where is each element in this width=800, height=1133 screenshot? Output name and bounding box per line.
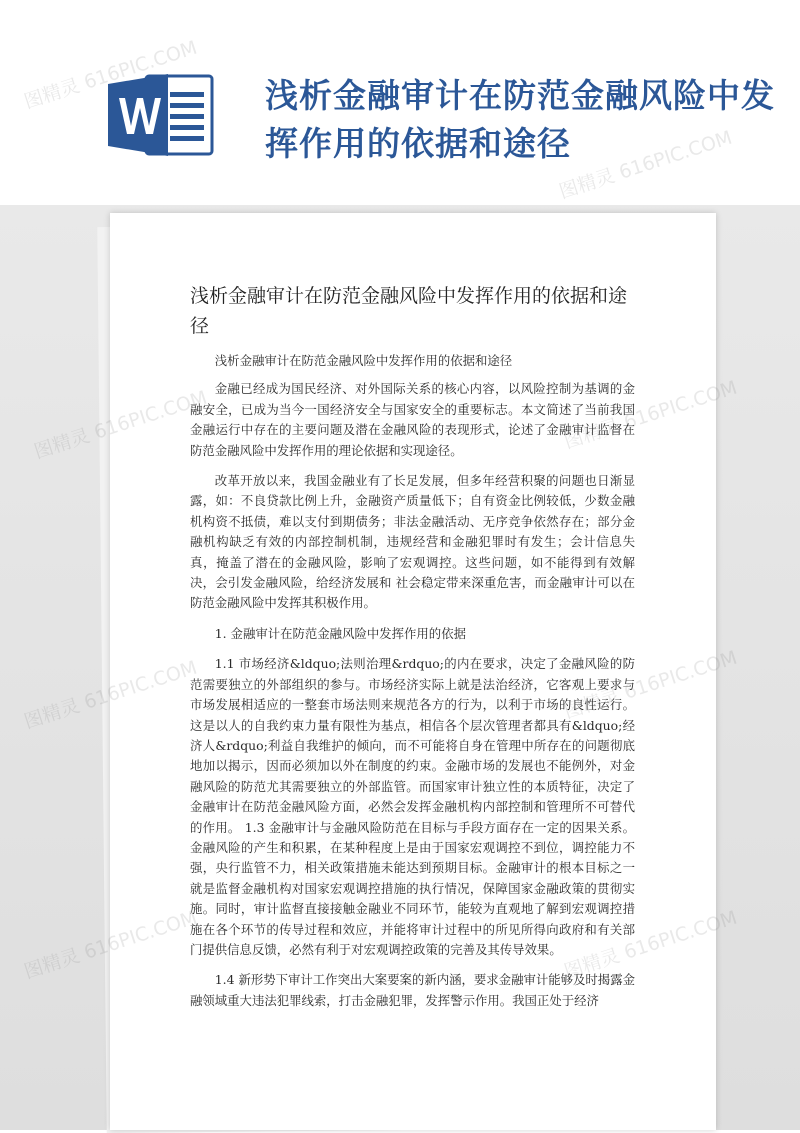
section-paragraph: 1.4 新形势下审计工作突出大案要案的新内涵，要求金融审计能够及时揭露金融领域重大违法犯罪线索，打击金融犯罪，发挥警示作用。我国正处于经济 <box>190 972 635 1008</box>
document-subtitle: 浅析金融审计在防范金融风险中发挥作用的依据和途径 <box>214 353 513 368</box>
section-heading: 1. 金融审计在防范金融风险中发挥作用的依据 <box>214 625 466 641</box>
banner-title: 浅析金融审计在防范金融风险中发挥作用的依据和途径 <box>265 76 775 163</box>
section-paragraph: 1.1 市场经济&ldquo;法则治理&rdquo;的内在要求，决定了金融风险的防范需要独立的外部组织的参与。市场经济实际上就是法治经济，它客观上要求与市场发展相适应的一整套市场法则来规范各方的行为，以利于市场的良性运行。这是以人的自我约束力量有限性为基点，相信各个层次管理者都具有&ldquo;经济人&rdquo;利益自我维护的倾向，而不可能将自身在管理中所存在的问题彻底地加以揭示，因而必须加以外在制度的约束。金融市场的发展也不能例外，对金融风险的防范尤其需要独立的外部监管。而国家审计独立性的本质特征，决定了金融审计在防范金融风险方面，必然会发挥金融机构内部控制和管理所不可替代的作用。 1.3 金融审计与金融风险防范在目标与手段方面存在一定的因果关系。金融风险的产生和积累，在某种程度上是由于国家宏观调控不到位，调控能力不强，央行监管不力，相关政策措施未能达到预期目标。金融审计的根本目标之一就是监督金融机构对国家宏观调控措施的执行情况，保障国家金融政策的贯彻实施。同时，审计监督直接接触金融业不同环节，能较为直观地了解到宏观调控措施在各个环节的传导过程和效应，并能将审计过程中的所见所得向政府和有关部门提供信息反馈，必然有利于对宏观调控政策的完善及其传导效果。 <box>190 656 635 957</box>
banner-header <box>0 0 800 205</box>
document-page <box>110 213 716 1130</box>
intro-paragraph: 改革开放以来，我国金融业有了长足发展，但多年经营积聚的问题也日渐显露，如：不良贷款比例上升，金融资产质量低下；自有资金比例较低，少数金融机构资不抵债，难以支付到期债务；非法金融活动、无序竞争依然存在；部分金融机构缺乏有效的内部控制机制，违规经营和金融犯罪时有发生；会计信息失真，掩盖了潜在的金融风险，影响了宏观调控。这些问题，如不能得到有效解决，会引发金融风险，给经济发展和 社会稳定带来深重危害，而金融审计可以在防范金融风险中发挥其积极作用。 <box>190 473 635 611</box>
document-body <box>190 351 635 1021</box>
abstract-paragraph: 金融已经成为国民经济、对外国际关系的核心内容，以风险控制为基调的金融安全，已成为当今一国经济安全与国家安全的重要标志。本文简述了当前我国金融运行中存在的主要问题及潜在金融风险的表现形式，论述了金融审计监督在防范金融风险中发挥作用的理论依据和实现途径。 <box>190 381 635 458</box>
microsoft-word-icon <box>108 70 218 160</box>
document-title: 浅析金融审计在防范金融风险中发挥作用的依据和途径 <box>190 285 628 337</box>
